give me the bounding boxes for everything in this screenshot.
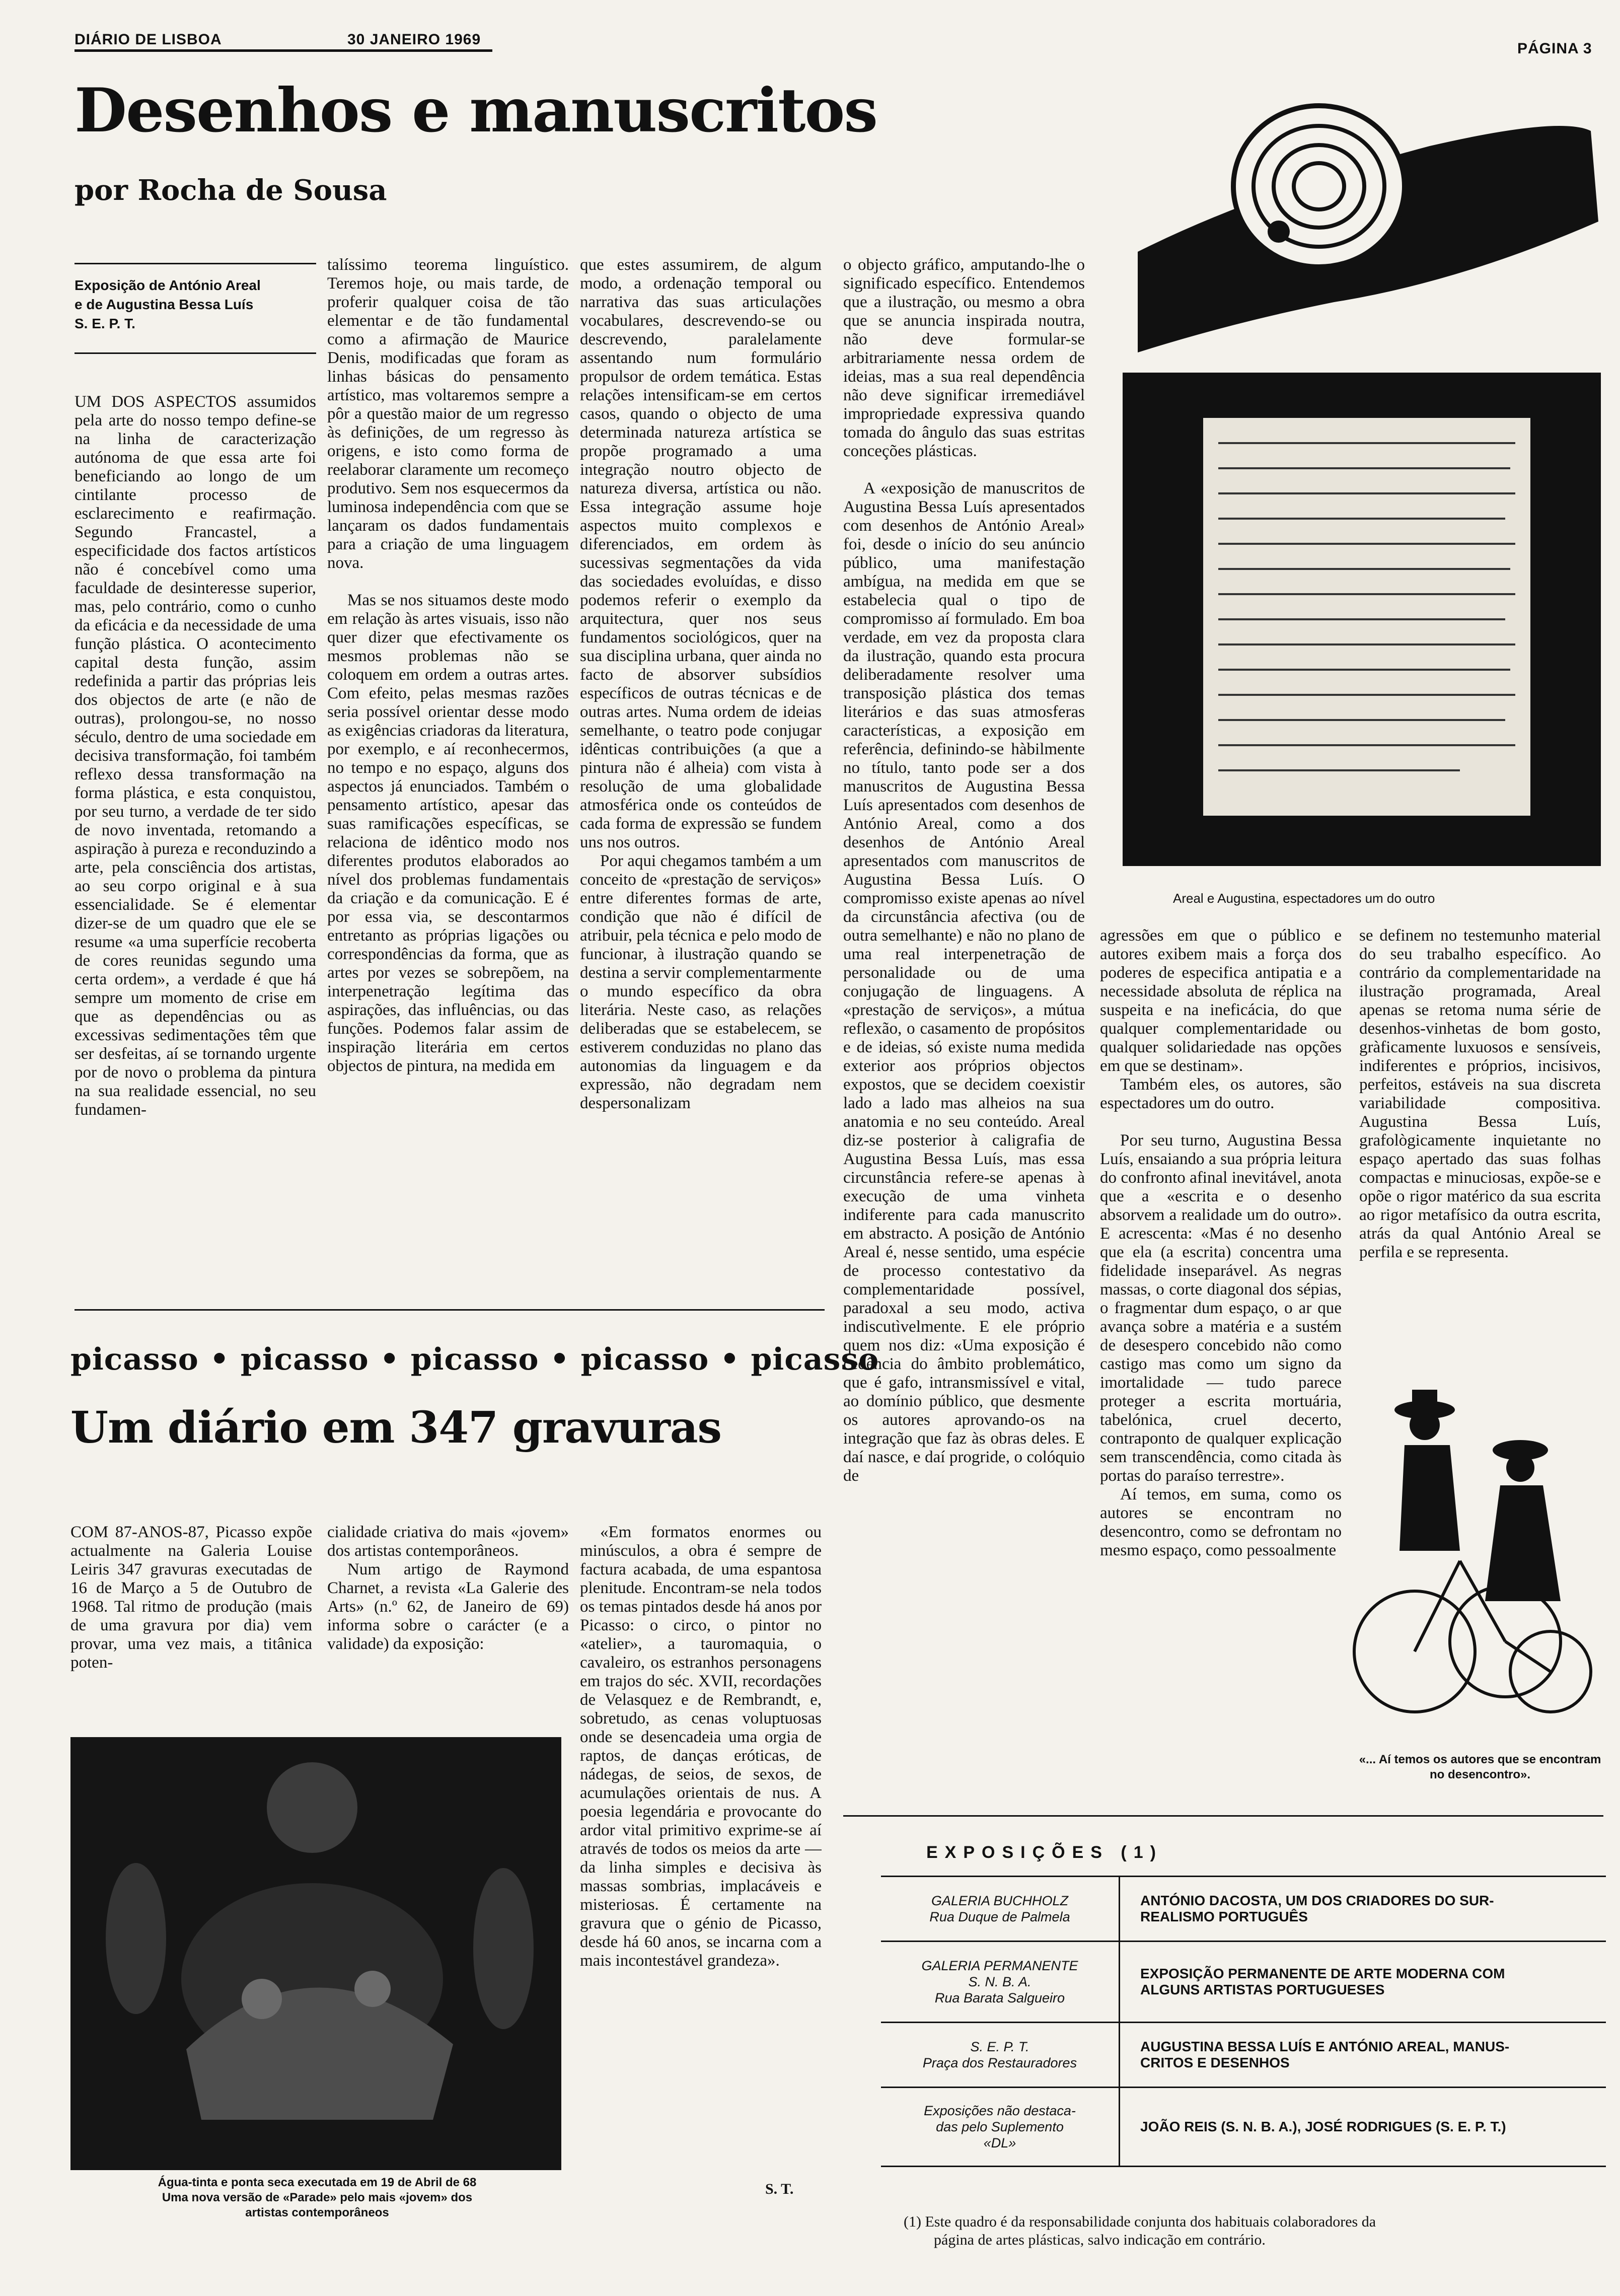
bicycle-caption: «... Aí temos os autores que se encontram no desencontro». — [1359, 1753, 1601, 1781]
article2-column-3 — [580, 1523, 822, 2173]
expo-table — [881, 1876, 1606, 2167]
picasso-engraving — [70, 1737, 561, 2170]
exhibit-line: EXPOSIÇÃO PERMANENTE DE ARTE MODERNA COM — [1140, 1966, 1505, 1981]
venue-name: GALERIA PERMANENTE — [921, 1958, 1078, 1973]
venue-name: S. N. B. A. — [968, 1974, 1032, 1989]
newspaper-name: DIÁRIO DE LISBOA — [75, 31, 222, 48]
table-row — [881, 2023, 1606, 2088]
intro-rule-top — [75, 263, 316, 264]
exhibit-line: AUGUSTINA BESSA LUÍS E ANTÓNIO AREAL, MANUS- — [1140, 2039, 1510, 2054]
paragraph: Por seu turno, Augustina Bessa Luís, ensaiando a sua própria leitura do confronto afinal inevitável, anota que a «escrita e o desenho absorvem a realidade um do outro». E acrescenta: «Mas é no desenho que ela (a escrita) concentra uma fidelidade inseparável. As negras massas, o corte diagonal dos sépias, o fragmentar dum espaço, o ar que avança sobre a matéria e a sustém de desespero concebido não como castigo mas como um signo da imortalidade — tudo parece proteger a escrita mortuária, tabelónica, cruel decerto, contraponto de qualquer explicação sem transcendência, como citada às portas do paraíso terrestre». — [1100, 1131, 1342, 1485]
author-signature: S. T. — [765, 2181, 794, 2197]
article2-column-2 — [327, 1523, 569, 1725]
venue-note: Exposições não destaca- — [924, 2103, 1076, 2118]
venue-name: GALERIA BUCHHOLZ — [931, 1893, 1069, 1908]
expo-venue — [881, 2023, 1120, 2088]
footnote-line: página de artes plásticas, salvo indicação em contrário. — [934, 2232, 1266, 2248]
article-column-6 — [1359, 926, 1601, 1359]
article2-title: Um diário em 347 gravuras — [70, 1402, 721, 1453]
expo-exhibit — [1120, 1877, 1606, 1942]
engraving-caption — [60, 2175, 574, 2220]
paragraph: Aí temos, em suma, como os autores se encontram no desencontro, como se defrontam no mesmo espaço, como pessoalmente — [1100, 1485, 1342, 1559]
article-column-5 — [1100, 926, 1342, 1782]
exhibit-line: CRITOS E DESENHOS — [1140, 2055, 1290, 2070]
venue-note: das pelo Suplemento — [936, 2119, 1064, 2134]
venue-address: Rua Barata Salgueiro — [934, 1990, 1065, 2005]
article-column-1 — [75, 393, 316, 1299]
page-number: PÁGINA 3 — [1517, 40, 1592, 57]
paragraph: UM DOS ASPECTOS assumidos pela arte do nosso tempo define-se na linha de caracterização autónoma de que essa arte foi beneficiando ao longo de um cintilante processo de esclarecimento e reafirmação. Segundo Francastel, a especificidade dos factos artísticos não é concebível como uma faculdade de desinteresse superior, mas, pelo contrário, como o cunho da eficácia e da necessidade de uma função plástica. O acontecimento capital desta função, assim redefinida a partir das próprias leis dos objectos de arte (e não de outras), prolongou-se, no nosso século, dentro de uma sociedade em decisiva transformação, foi também reflexo dessa transformação na forma plástica, e esta conquistou, por seu turno, a verdade de ter sido de novo inventada, retomando a aspiração à pureza e reconduzindo a arte, pela consciência dos artistas, ao seu corpo original e à sua essencialidade. Se é elementar dizer-se de um quadro que ele se resume «a uma superfície recoberta de cores reunidas segundo uma certa ordem», a verdade é que há sempre um momento de crise em que as dependências ou as excessivas sedimentações têm que ser desfeitas, aí se tornando urgente por de novo o problema da pintura na sua realidade essencial, no seu fundamen- — [75, 393, 316, 1119]
paragraph: Num artigo de Raymond Charnet, a revista «La Galerie des Arts» (n.º 62, de Janeiro de 69) informa sobre o carácter (e a validade) da exposição: — [327, 1560, 569, 1653]
expo-rule-top — [843, 1815, 1603, 1817]
table-row — [881, 1877, 1606, 1942]
article-column-4 — [843, 256, 1085, 1817]
exhibit-line: ANTÓNIO DACOSTA, UM DOS CRIADORES DO SUR- — [1140, 1893, 1494, 1908]
expo-venue — [881, 1942, 1120, 2023]
footnote-line: (1) Este quadro é da responsabilidade conjunta dos habituais colaboradores da — [904, 2213, 1376, 2230]
paragraph: Mas se nos situamos deste modo em relação às artes visuais, isso não quer dizer que efectivamente os mesmos problemas não se coloquem em ordem a outras artes. Com efeito, pelas mesmas razões seria possível orientar desse modo as exigências criadoras da literatura, por exemplo, e aí reconhecermos, no tempo e no espaço, alguns dos aspectos já enunciados. Também o pensamento artístico, apesar das suas ramificações específicas, se relaciona de idêntico modo nos diferentes produtos elaborados ao nível dos problemas fundamentais da criação e da comunicação. E é por essa via, se descontarmos entretanto as próprias ligações ou correspondências da forma, que as artes por vezes se sobrepõem, na interpenetração legítima das aspirações, das influências, ou das funções. Podemos falar assim de inspiração literária em certos objectos de pintura, na medida em — [327, 591, 569, 1075]
venue-address: Rua Duque de Palmela — [929, 1909, 1070, 1924]
header-rule — [75, 49, 492, 52]
paragraph: cialidade criativa do mais «jovem» dos artistas contemporâneos. — [327, 1523, 569, 1560]
expo-venue — [881, 2088, 1120, 2167]
paragraph: COM 87-ANOS-87, Picasso expõe actualmente na Galeria Louise Leiris 347 gravuras executadas de 16 de Março a 5 de Outubro de 1968. Tal ritmo de produção (mais de uma gravura por dia) vem provar, uma vez mais, a titânica poten- — [70, 1523, 312, 1672]
article-column-2 — [327, 256, 569, 1301]
venue-address: Praça dos Restauradores — [922, 2055, 1077, 2070]
exhibition-intro — [75, 276, 316, 333]
expo-title: EXPOSIÇÕES (1) — [926, 1843, 1163, 1862]
expo-exhibit — [1120, 2088, 1606, 2167]
paragraph: A «exposição de manuscritos de Augustina Bessa Luís apresentados com desenhos de António Areal» foi, desde o início do seu anúncio público, uma manifestação ambígua, na medida em que se estabelecia qual o tipo de compromisso aí formulado. Em boa verdade, em vez da proposta clara da ilustração, quando esta procura deliberadamente resolver uma transposição plástica dos temas literários e das suas atmosferas características, a exposição em referência, definindo-se hàbilmente no título, tanto pode ser a dos manuscritos de Augustina Bessa Luís apresentados com desenhos de António Areal, como a dos desenhos de António Areal apresentados com manuscritos de Augustina Bessa Luís. O compromisso existe apenas ao nível da circunstância afectiva (ou de outra semelhante) e não no plano de uma real interpenetração de personalidade ou de uma conjugação de linguagens. A «prestação de serviços», a mútua reflexão, o casamento de propósitos e de ideias, só existe numa medida exterior aos próprios objectos expostos, que se decidem coexistir lado a lado mas alheios na sua anatomia e no seu conteúdo. Areal diz-se posterior à caligrafia de Augustina Bessa Luís, mas essa circunstância refere-se apenas à execução de uma vinheta indiferente para cada manuscrito em abstracto. A posição de António Areal é, nesse sentido, uma espécie de processo contestativo da complementaridade possível, paradoxal a seu modo, activa indiscutìvelmente. E ele próprio quem nos diz: «Uma exposição é cedência do âmbito problemático, que é gafo, intransmissível e vital, ao domínio público, que desmente os autores aprovando-os na integração que faz às obras deles. E daí nasce, e daí progride, o colóquio de — [843, 479, 1085, 1485]
exhibit-line: JOÃO REIS (S. N. B. A.), JOSÉ RODRIGUES (S. E. P. T.) — [1140, 2119, 1506, 2134]
article-byline: por Rocha de Sousa — [75, 174, 387, 207]
paragraph: se definem no testemunho material do seu trabalho específico. Ao contrário da complementaridade na ilustração programada, Areal apenas se retoma numa série de desenhos-vinhetas de bom gosto, gràficamente luxuosos e sensíveis, indiferentes e próprios, incisivos, perfeitos, estáveis na sua discreta variabilidade compositiva. Augustina Bessa Luís, grafològicamente inquietante no espaço apertado das suas folhas compactas e minuciosas, expõe-se e opõe o rigor matérico da sua escrita ao rigor metafísico da outra escrita, atrás da qual António Areal se perfila e se representa. — [1359, 926, 1601, 1261]
bicycle-illustration — [1349, 1370, 1611, 1752]
picasso-banner: picasso • picasso • picasso • picasso • picasso — [70, 1342, 879, 1377]
expo-venue — [881, 1877, 1120, 1942]
intro-line: e de Augustina Bessa Luís — [75, 297, 254, 312]
expo-footnote — [904, 2213, 1598, 2249]
intro-rule-bottom — [75, 352, 316, 354]
article-title: Desenhos e manuscritos — [75, 75, 877, 146]
expo-exhibit — [1120, 2023, 1606, 2088]
photo-caption: Areal e Augustina, espectadores um do outro — [1173, 891, 1435, 906]
paragraph: Também eles, os autores, são espectadores um do outro. — [1100, 1075, 1342, 1112]
areal-augustina-illustration — [1108, 70, 1611, 886]
caption-line: Uma nova versão de «Parade» pelo mais «jovem» dos — [162, 2191, 473, 2204]
venue-note: «DL» — [983, 2135, 1016, 2150]
paragraph: talíssimo teorema linguístico. Teremos hoje, ou mais tarde, de proferir qualquer coisa de tão elementar e de tão fundamental como a afirmação de Maurice Denis, modificadas que foram as linhas básicas do pensamento artístico, mas voltaremos sempre a pôr a questão maior de um regresso às definições, de um regresso às origens, e isto como forma de reelaborar claramente um recomeço produtivo. Sem nos esquecermos da luminosa independência com que se lançaram os dados fundamentais para a criação de uma linguagem nova. — [327, 256, 569, 572]
exhibit-line: ALGUNS ARTISTAS PORTUGUESES — [1140, 1982, 1385, 1997]
intro-line: S. E. P. T. — [75, 316, 135, 331]
table-row — [881, 2088, 1606, 2167]
paragraph: «Em formatos enormes ou minúsculos, a obra é sempre de factura acabada, de uma espantosa plenitude. Encontram-se nela todos os temas pintados desde há anos por Picasso: o circo, o pintor no «atelier», a tauromaquia, o cavaleiro, os estranhos personagens em trajos do séc. XVII, recordações de Velasquez e de Rembrandt, e, sobretudo, as cenas voluptuosas onde se desencadeia uma orgia de raptos, de danças eróticas, de nádegas, de seios, de sexos, de acumulações orientais de nus. A poesia legendária e provocante do ardor vital primitivo exprime-se aí através de todos os meios da arte — da linha simples e decisiva às massas sombrias, implacáveis e misteriosas. É certamente na gravura que o génio de Picasso, desde há 60 anos, se incarna com a mais incontestável grandeza». — [580, 1523, 822, 1970]
paragraph: que estes assumirem, de algum modo, a ordenação temporal ou narrativa das suas articulações vocabulares, descrevendo-se ou descrevendo, paralelamente assentando num formulário propulsor de ordem temática. Estas relações intensificam-se em certos casos, quando o objecto de uma determinada natureza artística se propõe programado a uma integração noutro objecto de natureza diversa, artística ou não. Essa integração assume hoje aspectos muito complexos e diferenciados, em ordem às sucessivas segmentações da vida das sociedades evoluídas, e disso podemos referir o exemplo da arquitectura, quer nos seus fundamentos sociológicos, quer na sua disciplina urbana, quer ainda no facto de absorver subsídios específicos de outras técnicas e de outras artes. Numa ordem de ideias semelhante, o teatro pode conjugar idênticas contribuições (a que a pintura não é alheia) com vista à resolução de uma globalidade atmosférica onde os conteúdos de cada forma de expressão se fundem uns nos outros. — [580, 256, 822, 851]
paragraph: Por aqui chegamos também a um conceito de «prestação de serviços» entre diferentes formas de arte, condição que não é difícil de atribuir, pela técnica e pelo modo de funcionar, à ilustração quando se destina a servir complementarmente o mundo específico da obra literária. Neste caso, as relações deliberadas que se estabelecem, se estiverem conduzidas no plano das autonomias da linguagem e da expressão, não degradam nem despersonalizam — [580, 852, 822, 1112]
intro-line: Exposição de António Areal — [75, 277, 261, 293]
article2-column-1 — [70, 1523, 312, 1714]
article-column-3 — [580, 256, 822, 1301]
exhibit-line: REALISMO PORTUGUÊS — [1140, 1909, 1308, 1924]
table-row — [881, 1942, 1606, 2023]
caption-line: Água-tinta e ponta seca executada em 19 de Abril de 68 — [158, 2176, 477, 2189]
expo-exhibit — [1120, 1942, 1606, 2023]
issue-date: 30 JANEIRO 1969 — [347, 31, 481, 48]
paragraph: o objecto gráfico, amputando-lhe o significado específico. Entendemos que a ilustração, ou mesmo a obra que se anuncia inspirada noutra, não deve formular-se arbitrariamente nessa ordem de ideias, mas a sua real dependência não deve significar irremediável impropriedade expressiva quando tomada do ângulo das suas estritas conceções plásticas. — [843, 256, 1085, 460]
venue-name: S. E. P. T. — [970, 2039, 1029, 2054]
section-rule — [75, 1309, 825, 1311]
caption-line: artistas contemporâneos — [245, 2206, 389, 2219]
paragraph: agressões em que o público e autores exibem mais a força dos poderes de especifica antipatia e a necessidade absoluta de réplica na suspeita e na ineficácia, do que qualquer complementaridade ou qualquer solidariedade nas opções em que se destinam». — [1100, 926, 1342, 1075]
